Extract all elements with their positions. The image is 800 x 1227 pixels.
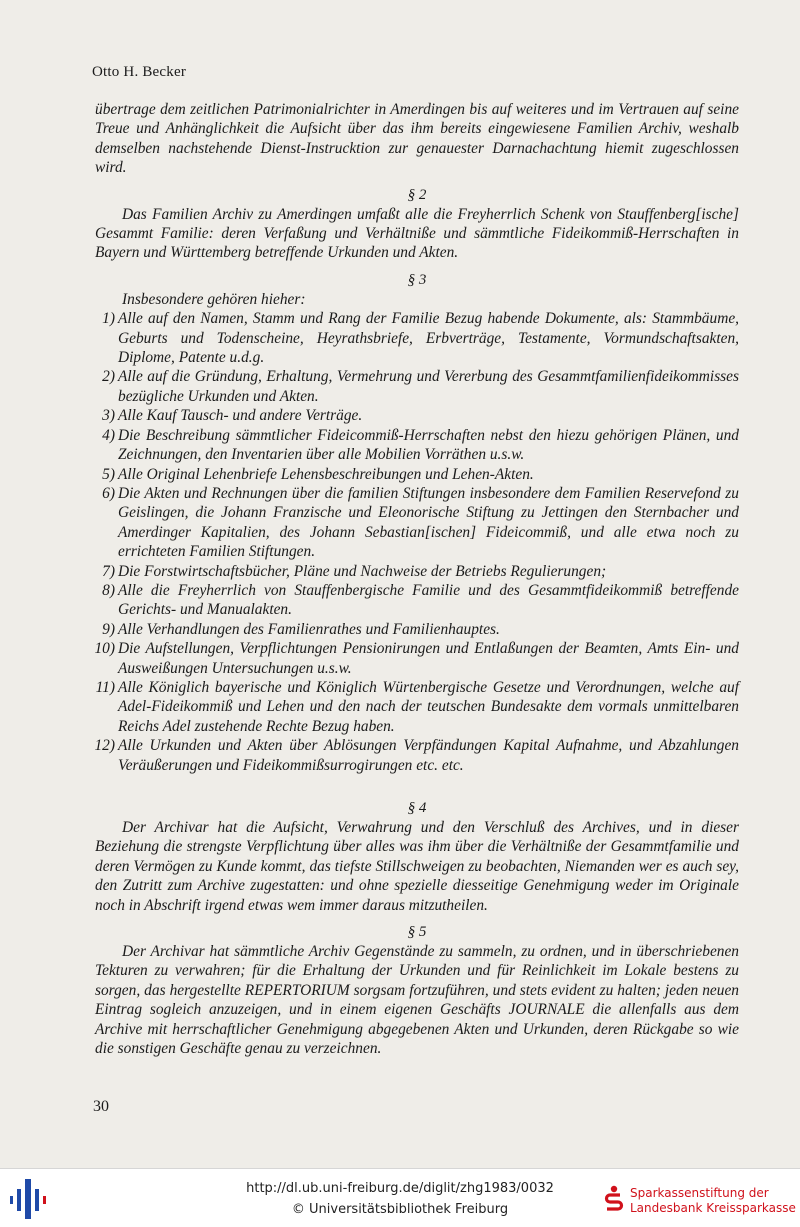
list-item-text: Alle die Freyherrlich von Stauffenbergische Familie und des Gesammtfideikommiß betreffende Gerichts- und Manualakten. [118, 581, 739, 619]
list-item [95, 465, 739, 484]
list-item-text: Die Beschreibung sämmtlicher Fideicommiß-Herrschaften nebst den hiezu gehörigen Plänen, und Zeichnungen, den Inventarien über alle Mobilien Vorräthen u.s.w. [118, 426, 739, 464]
section-4-mark: § 4 [407, 800, 427, 816]
page-number: 30 [93, 1098, 109, 1115]
sponsor-logo[interactable] [604, 1185, 794, 1219]
list-item-number: 8) [102, 581, 115, 599]
section-2-mark: § 2 [407, 186, 427, 203]
list-item-text: Die Forstwirtschaftsbücher, Pläne und Nachweise der Betriebs Regulierungen; [118, 562, 607, 580]
list-item [95, 309, 739, 367]
list-item [95, 426, 739, 465]
viewer-footer [0, 1168, 800, 1227]
list-item-number: 6) [102, 484, 115, 502]
document-body [95, 100, 739, 1058]
list-item-text: Alle Königlich bayerische und Königlich Würtenbergische Gesetze und Verordnungen, welche auf Adel-Fideikommiß und Lehen und den nach der teutschen Bundesakte dem vormals unmittelbaren Reichs Adel zustehende Rechte Bezug haben. [118, 678, 739, 735]
sparkasse-s-icon [604, 1185, 624, 1215]
list-item-number: 12) [94, 737, 115, 755]
list-item-number: 4) [102, 426, 115, 444]
list-item-text: Die Akten und Rechnungen über die familien Stiftungen insbesondere dem Familien Reservefond zu Geislingen, die Johann Franzische und Eleonorische Stiftung zu Jettingen den Sternbacher und Amerdinger Kapitalien, des Johann Sebastian[ischen] Fideicommiß, und alle etwa noch zu errichteten Familien Stiftungen. [118, 484, 739, 561]
list-item-number: 1) [102, 310, 115, 328]
list-item [95, 678, 739, 736]
sponsor-line-2: Landesbank Kreissparkasse [630, 1201, 796, 1215]
section-3-lead: Insbesondere gehören hieher: [122, 290, 306, 308]
list-item-number: 3) [102, 407, 115, 425]
list-item-number: 10) [94, 640, 115, 658]
list-item-text: Alle Original Lehenbriefe Lehensbeschreibungen und Lehen-Akten. [118, 465, 534, 483]
section-gap [95, 775, 739, 791]
section-3-list [95, 309, 739, 775]
list-item [95, 620, 739, 639]
list-item-text: Alle Verhandlungen des Familienrathes und Familienhauptes. [118, 620, 500, 638]
copyright-notice: © Universitätsbibliothek Freiburg [291, 1202, 509, 1217]
sponsor-line-1: Sparkassenstiftung der [630, 1186, 769, 1200]
list-item-text: Alle auf die Gründung, Erhaltung, Vermehrung und Vererbung des Gesammtfamilienfideikommisses bezügliche Urkunden und Akten. [118, 368, 739, 405]
list-item [95, 581, 739, 620]
list-item [95, 484, 739, 562]
section-5-text: Der Archivar hat sämmtliche Archiv Gegenstände zu sammeln, zu ordnen, und in überschriebenen Tekturen zu verwahren; für die Erhaltung der Urkunden und für Reinlichkeit im Lokale bestens zu sorgen, das hergestellte REPERTORIUM sorgsam fortzuführen, und stets evident zu halten; jeden neuen Eintrag sogleich anzuzeigen, und in einem eigenen Geschäfts JOURNALE die allenfalls aus dem Archive mit herrschaftlicher Genehmigung abgegebenen Akten und Urkunden, deren Rückgabe so wie die sonstigen Geschäfte genau zu verzeichnen. [95, 943, 739, 1058]
section-2-text: Das Familien Archiv zu Amerdingen umfaßt alle die Freyherrlich Schenk von Stauffenberg[ische] Gesammt Familie: deren Verfaßung und Verhältniße und sämmtliche Fideikommiß-Herrschaften in Bayern und Württemberg betreffende Urkunden und Akten. [95, 205, 739, 262]
list-item-number: 2) [102, 368, 115, 386]
list-item-text: Die Aufstellungen, Verpflichtungen Pensionirungen und Entlaßungen der Beamten, Amts Ein- und Ausweißungen Untersuchungen u.s.w. [118, 640, 739, 677]
list-item-number: 7) [102, 562, 115, 580]
list-item-number: 9) [102, 620, 115, 638]
sponsor-name [630, 1186, 796, 1216]
list-item-text: Alle Urkunden und Akten über Ablösungen Verpfändungen Kapital Aufnahme, und Abzahlungen Veräußerungen und Fideikommißsurrogirungen etc. etc. [118, 737, 739, 774]
list-item [95, 406, 739, 425]
list-item-text: Alle Kauf Tausch- und andere Verträge. [118, 407, 363, 425]
list-item [95, 639, 739, 678]
section-4-text: Der Archivar hat die Aufsicht, Verwahrung und den Verschluß des Archives, und in dieser Beziehung die strengste Verpflichtung über alles was ihm über die Verhältniße der Gesammtfamilie und deren Vermögen zu Kunde kommt, das tiefste Stillschweigen zu beobachten, Niemanden wer es auch sey, den Zutritt zum Archive zugestatten: und ohne spezielle diesseitige Genehmigung weder im Originale noch in Abschrift irgend etwas wem immer daraus mitzutheilen. [95, 819, 739, 914]
list-item-number: 11) [95, 678, 115, 696]
list-item-text: Alle auf den Namen, Stamm und Rang der Familie Bezug habende Dokumente, als: Stammbäume, Geburts und Todenscheine, Heyrathsbriefe, Erbverträge, Testamente, Vormundschaftsakten, Diplome, Patente u.d.g. [118, 310, 739, 367]
permalink-url[interactable]: http://dl.ub.uni-freiburg.de/diglit/zhg1983/0032 [246, 1181, 554, 1196]
section-3-mark: § 3 [407, 271, 427, 288]
list-item [95, 367, 739, 406]
intro-paragraph: übertrage dem zeitlichen Patrimonialrichter in Amerdingen bis auf weiteres und im Vertrauen auf seine Treue und Anhänglichkeit die Aufsicht über das ihm bereits eingewiesene Familien Archiv, weshalb demselben nachstehende Dienst-Instrucktion zur genauester Darnachachtung hiemit zugeschlossen wird. [95, 101, 739, 177]
list-item [95, 736, 739, 775]
section-5-mark: § 5 [407, 924, 427, 941]
running-head: Otto H. Becker [92, 64, 187, 80]
list-item [95, 562, 739, 581]
list-item-number: 5) [102, 465, 115, 483]
